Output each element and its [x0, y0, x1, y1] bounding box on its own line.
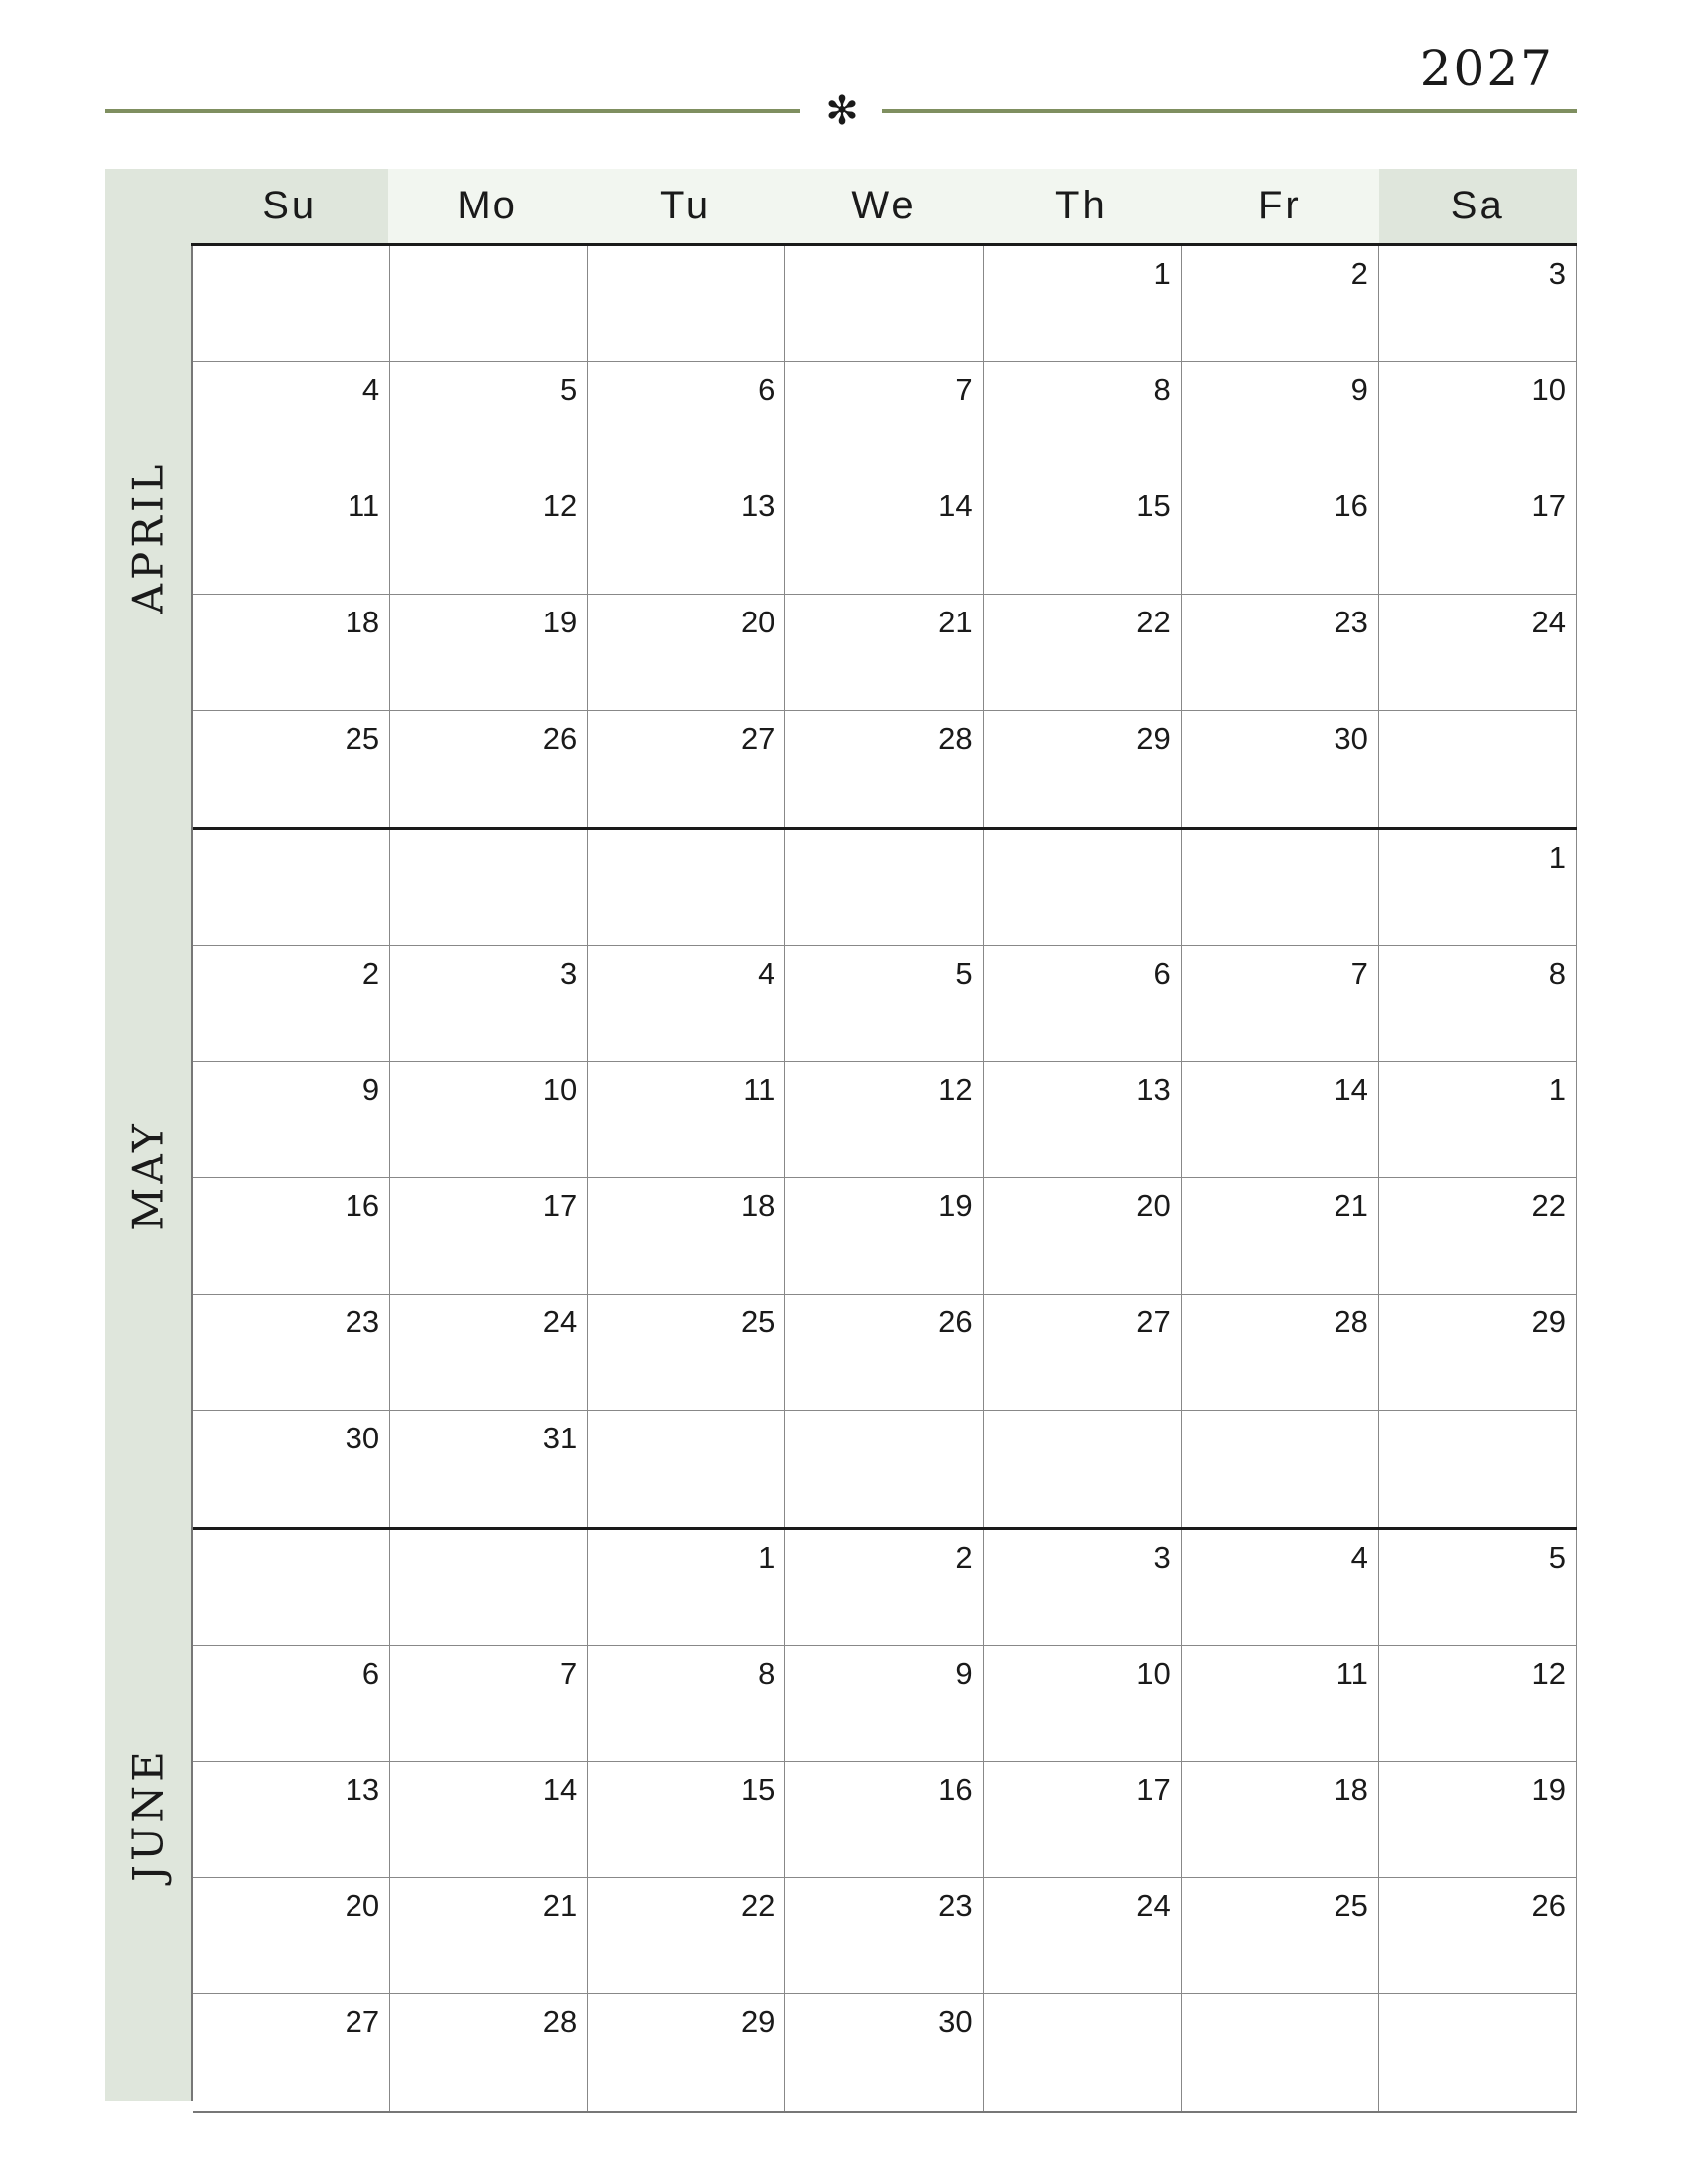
- day-number: 7: [955, 372, 973, 407]
- day-cell: [785, 1178, 983, 1294]
- day-cell: [1379, 1178, 1577, 1294]
- week-row: [193, 1530, 1577, 1646]
- day-cell: [1379, 1762, 1577, 1877]
- day-number: 8: [1153, 372, 1171, 407]
- day-number: 29: [740, 2004, 775, 2039]
- day-number: 10: [1136, 1656, 1171, 1691]
- day-number: 8: [1548, 956, 1566, 991]
- day-cell: [984, 1530, 1182, 1645]
- day-number: 23: [938, 1888, 973, 1923]
- day-number: 13: [740, 488, 775, 523]
- day-number: 28: [1334, 1304, 1368, 1339]
- day-cell: [785, 1646, 983, 1761]
- day-number: 30: [1334, 721, 1368, 755]
- day-number: 20: [740, 605, 775, 639]
- day-cell: [390, 595, 588, 710]
- weekday-tu: Tu: [587, 169, 784, 243]
- day-cell: [785, 362, 983, 478]
- day-cell: [1182, 1295, 1379, 1410]
- day-cell: [984, 1878, 1182, 1993]
- day-cell: [193, 1295, 390, 1410]
- day-cell: [390, 946, 588, 1061]
- day-cell: [588, 1178, 785, 1294]
- day-cell: [193, 1646, 390, 1761]
- day-number: 16: [938, 1772, 973, 1807]
- day-number: 21: [1334, 1188, 1368, 1223]
- day-number: 18: [740, 1188, 775, 1223]
- day-number: 1: [1153, 256, 1171, 291]
- day-cell: [1379, 1295, 1577, 1410]
- day-number: 7: [1350, 956, 1368, 991]
- day-cell: [390, 478, 588, 594]
- day-cell: [1379, 362, 1577, 478]
- day-number: 11: [347, 488, 380, 523]
- day-number: 3: [1548, 256, 1566, 291]
- day-cell: [390, 711, 588, 827]
- day-number: 28: [938, 721, 973, 755]
- day-number: 18: [345, 605, 380, 639]
- day-number: 25: [1334, 1888, 1368, 1923]
- day-cell: [588, 246, 785, 361]
- day-cell: [588, 1762, 785, 1877]
- day-number: 31: [542, 1421, 578, 1455]
- day-cell: [588, 1295, 785, 1410]
- week-row: [193, 1994, 1577, 2111]
- day-cell: [785, 1762, 983, 1877]
- day-cell: [193, 595, 390, 710]
- week-row: [193, 1178, 1577, 1295]
- day-number: 22: [1136, 605, 1171, 639]
- day-cell: [1182, 1411, 1379, 1527]
- day-cell: [984, 1295, 1182, 1410]
- header-rule-left: [105, 109, 800, 113]
- day-cell: [193, 1062, 390, 1177]
- day-cell: [1379, 246, 1577, 361]
- calendar-grid: [191, 246, 1577, 2101]
- day-cell: [984, 1178, 1182, 1294]
- day-number: 15: [1136, 488, 1171, 523]
- day-cell: [785, 946, 983, 1061]
- day-cell: [1182, 595, 1379, 710]
- day-cell: [785, 830, 983, 945]
- day-cell: [1182, 1646, 1379, 1761]
- day-cell: [193, 1878, 390, 1993]
- day-cell: [193, 1530, 390, 1645]
- weekday-header: [191, 169, 1577, 246]
- day-cell: [193, 1411, 390, 1527]
- day-cell: [390, 1178, 588, 1294]
- day-cell: [390, 246, 588, 361]
- day-cell: [984, 1646, 1182, 1761]
- day-number: 9: [361, 1072, 380, 1107]
- day-cell: [1379, 711, 1577, 827]
- day-cell: [984, 1994, 1182, 2111]
- day-cell: [785, 1062, 983, 1177]
- day-cell: [984, 711, 1182, 827]
- day-cell: [390, 1062, 588, 1177]
- day-cell: [193, 711, 390, 827]
- weekday-fr: Fr: [1181, 169, 1378, 243]
- month-block-may: [193, 830, 1577, 1530]
- day-cell: [1182, 1878, 1379, 1993]
- day-number: 4: [1350, 1540, 1368, 1574]
- week-row: [193, 946, 1577, 1062]
- day-number: 26: [938, 1304, 973, 1339]
- day-cell: [785, 1878, 983, 1993]
- day-cell: [984, 595, 1182, 710]
- day-cell: [785, 246, 983, 361]
- week-row: [193, 1411, 1577, 1527]
- day-number: 17: [1136, 1772, 1171, 1807]
- day-number: 6: [758, 372, 775, 407]
- day-cell: [984, 1062, 1182, 1177]
- week-row: [193, 246, 1577, 362]
- day-cell: [1379, 1646, 1577, 1761]
- day-number: 25: [740, 1304, 775, 1339]
- day-number: 14: [1334, 1072, 1368, 1107]
- day-number: 27: [740, 721, 775, 755]
- day-number: 2: [361, 956, 380, 991]
- month-label-april: APRIL: [123, 460, 173, 614]
- day-number: 21: [542, 1888, 578, 1923]
- day-cell: [1182, 1178, 1379, 1294]
- week-row: [193, 1646, 1577, 1762]
- day-number: 13: [1136, 1072, 1171, 1107]
- weekday-su: Su: [191, 169, 388, 243]
- day-number: 19: [938, 1188, 973, 1223]
- day-number: 24: [1531, 605, 1566, 639]
- day-number: 29: [1531, 1304, 1566, 1339]
- day-cell: [1182, 946, 1379, 1061]
- day-cell: [984, 1762, 1182, 1877]
- day-cell: [1379, 1062, 1577, 1177]
- weekday-mo: Mo: [388, 169, 586, 243]
- day-number: 24: [1136, 1888, 1171, 1923]
- day-number: 28: [542, 2004, 578, 2039]
- day-number: 9: [955, 1656, 973, 1691]
- day-number: 1: [1548, 840, 1566, 875]
- week-row: [193, 830, 1577, 946]
- day-cell: [390, 830, 588, 945]
- day-number: 17: [542, 1188, 578, 1223]
- day-cell: [588, 478, 785, 594]
- day-number: 23: [1334, 605, 1368, 639]
- day-cell: [984, 830, 1182, 945]
- month-block-june: [193, 1530, 1577, 2113]
- week-row: [193, 1295, 1577, 1411]
- day-number: 18: [1334, 1772, 1368, 1807]
- day-cell: [390, 1762, 588, 1877]
- day-cell: [193, 478, 390, 594]
- day-cell: [1379, 1878, 1577, 1993]
- day-number: 22: [1531, 1188, 1566, 1223]
- day-cell: [390, 362, 588, 478]
- day-number: 14: [938, 488, 973, 523]
- day-number: 20: [1136, 1188, 1171, 1223]
- week-row: [193, 595, 1577, 711]
- day-number: 23: [345, 1304, 380, 1339]
- day-number: 8: [758, 1656, 775, 1691]
- day-number: 5: [560, 372, 578, 407]
- day-cell: [588, 1646, 785, 1761]
- calendar: [105, 169, 1577, 2101]
- day-cell: [390, 1878, 588, 1993]
- day-cell: [390, 1646, 588, 1761]
- day-cell: [1182, 1530, 1379, 1645]
- day-number: 20: [345, 1888, 380, 1923]
- day-number: 2: [955, 1540, 973, 1574]
- day-cell: [1379, 946, 1577, 1061]
- month-sidebar: [105, 169, 191, 2101]
- week-row: [193, 478, 1577, 595]
- week-row: [193, 1762, 1577, 1878]
- asterisk-ornament-icon: ✻: [825, 88, 859, 134]
- day-cell: [984, 478, 1182, 594]
- week-row: [193, 362, 1577, 478]
- month-block-april: [193, 246, 1577, 830]
- month-label-june: JUNE: [123, 1746, 173, 1882]
- day-number: 1: [758, 1540, 775, 1574]
- day-cell: [588, 1530, 785, 1645]
- day-cell: [193, 1762, 390, 1877]
- day-cell: [588, 362, 785, 478]
- day-number: 5: [1548, 1540, 1566, 1574]
- day-cell: [390, 1530, 588, 1645]
- day-number: 19: [542, 605, 578, 639]
- day-cell: [1182, 711, 1379, 827]
- day-cell: [1182, 1994, 1379, 2111]
- header-rule-right: [882, 109, 1577, 113]
- day-cell: [1379, 478, 1577, 594]
- day-number: 7: [560, 1656, 578, 1691]
- day-cell: [1182, 362, 1379, 478]
- day-cell: [588, 595, 785, 710]
- day-number: 4: [361, 372, 380, 407]
- day-cell: [193, 1178, 390, 1294]
- day-number: 24: [542, 1304, 578, 1339]
- day-number: 19: [1531, 1772, 1566, 1807]
- day-cell: [390, 1295, 588, 1410]
- weekday-th: Th: [983, 169, 1181, 243]
- week-row: [193, 711, 1577, 827]
- day-cell: [1379, 1411, 1577, 1527]
- day-cell: [588, 946, 785, 1061]
- day-cell: [390, 1411, 588, 1527]
- day-number: 29: [1136, 721, 1171, 755]
- day-number: 3: [560, 956, 578, 991]
- day-cell: [588, 1062, 785, 1177]
- day-number: 26: [1531, 1888, 1566, 1923]
- day-cell: [785, 595, 983, 710]
- day-cell: [588, 711, 785, 827]
- day-number: 25: [345, 721, 380, 755]
- week-row: [193, 1878, 1577, 1994]
- day-number: 21: [938, 605, 973, 639]
- day-number: 11: [743, 1072, 775, 1107]
- day-number: 5: [955, 956, 973, 991]
- day-number: 12: [938, 1072, 973, 1107]
- day-cell: [785, 478, 983, 594]
- day-number: 6: [361, 1656, 380, 1691]
- day-cell: [1379, 1530, 1577, 1645]
- day-number: 2: [1350, 256, 1368, 291]
- day-cell: [785, 711, 983, 827]
- day-cell: [1182, 830, 1379, 945]
- day-number: 9: [1350, 372, 1368, 407]
- weekday-sa: Sa: [1379, 169, 1577, 243]
- day-number: 14: [542, 1772, 578, 1807]
- day-number: 17: [1531, 488, 1566, 523]
- day-cell: [1379, 595, 1577, 710]
- day-number: 10: [542, 1072, 578, 1107]
- day-cell: [1379, 830, 1577, 945]
- day-number: 22: [740, 1888, 775, 1923]
- day-cell: [984, 362, 1182, 478]
- day-cell: [193, 830, 390, 945]
- day-number: 1: [1548, 1072, 1566, 1107]
- day-number: 15: [740, 1772, 775, 1807]
- day-cell: [984, 246, 1182, 361]
- day-cell: [588, 1878, 785, 1993]
- day-number: 6: [1153, 956, 1171, 991]
- day-cell: [785, 1530, 983, 1645]
- day-cell: [1182, 1762, 1379, 1877]
- day-cell: [390, 1994, 588, 2111]
- month-label-may: MAY: [123, 1120, 173, 1231]
- day-cell: [785, 1994, 983, 2111]
- year-title: 2027: [1419, 40, 1554, 97]
- day-cell: [193, 362, 390, 478]
- day-cell: [1182, 1062, 1379, 1177]
- day-number: 30: [345, 1421, 380, 1455]
- day-cell: [1182, 246, 1379, 361]
- day-number: 16: [345, 1188, 380, 1223]
- day-cell: [984, 946, 1182, 1061]
- week-row: [193, 1062, 1577, 1178]
- weekday-we: We: [784, 169, 982, 243]
- day-cell: [1379, 1994, 1577, 2111]
- day-number: 3: [1153, 1540, 1171, 1574]
- day-cell: [193, 946, 390, 1061]
- day-number: 10: [1531, 372, 1566, 407]
- day-cell: [588, 830, 785, 945]
- day-number: 4: [758, 956, 775, 991]
- day-cell: [785, 1295, 983, 1410]
- day-number: 11: [1336, 1656, 1368, 1691]
- day-cell: [588, 1994, 785, 2111]
- day-number: 30: [938, 2004, 973, 2039]
- day-number: 27: [345, 2004, 380, 2039]
- day-number: 12: [1531, 1656, 1566, 1691]
- day-cell: [193, 246, 390, 361]
- day-number: 26: [542, 721, 578, 755]
- day-number: 27: [1136, 1304, 1171, 1339]
- day-cell: [588, 1411, 785, 1527]
- day-number: 12: [542, 488, 578, 523]
- day-cell: [984, 1411, 1182, 1527]
- day-number: 16: [1334, 488, 1368, 523]
- day-cell: [193, 1994, 390, 2111]
- day-cell: [1182, 478, 1379, 594]
- day-number: 13: [345, 1772, 380, 1807]
- day-cell: [785, 1411, 983, 1527]
